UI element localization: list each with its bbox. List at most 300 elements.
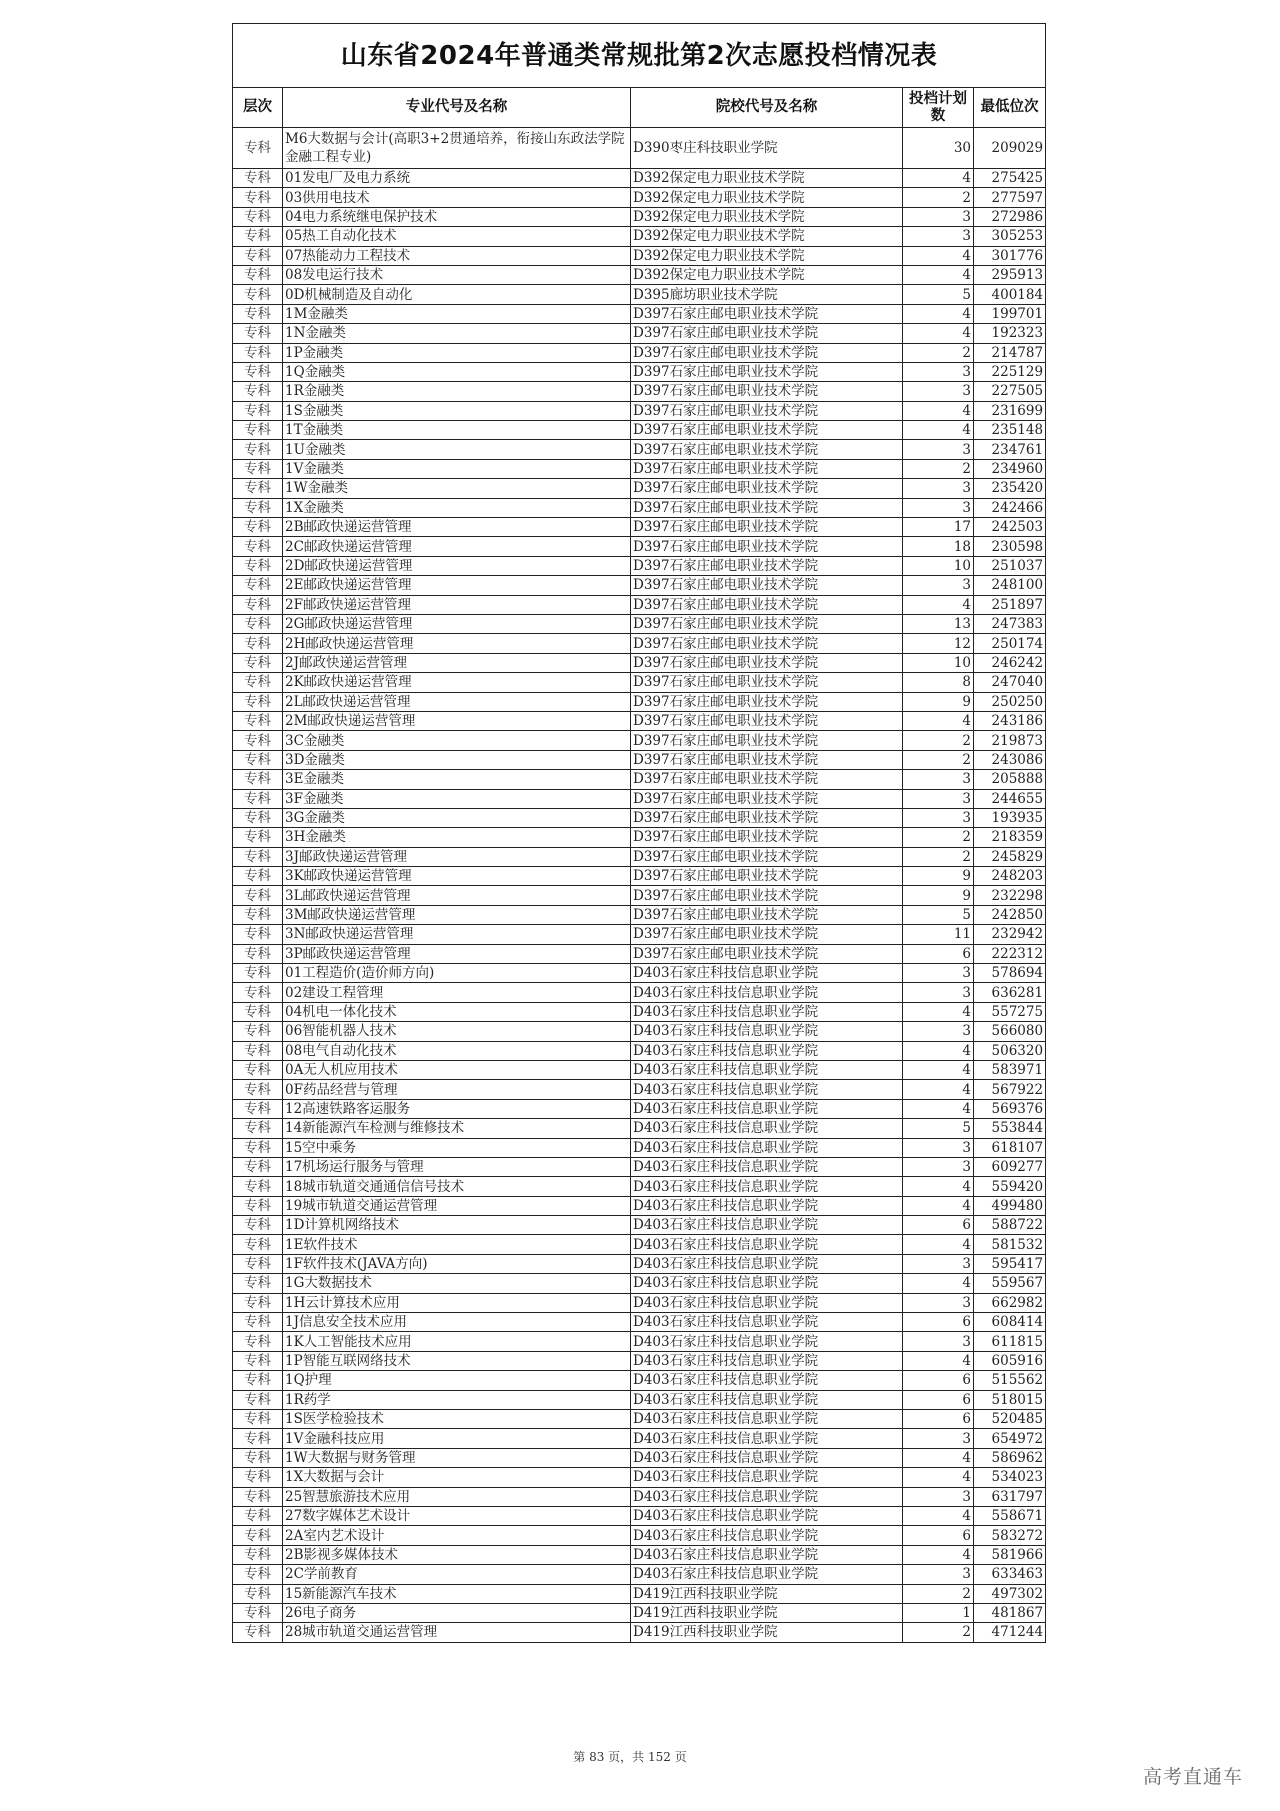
cell-major: 2B邮政快递运营管理 (283, 518, 631, 537)
cell-plan: 4 (903, 1545, 974, 1564)
cell-major: 3D金融类 (283, 750, 631, 769)
cell-school: D397石家庄邮电职业技术学院 (631, 731, 903, 750)
cell-plan: 4 (903, 1060, 974, 1079)
cell-major: 1X大数据与会计 (283, 1468, 631, 1487)
cell-level: 专科 (233, 440, 283, 459)
cell-school: D397石家庄邮电职业技术学院 (631, 847, 903, 866)
cell-school: D397石家庄邮电职业技术学院 (631, 770, 903, 789)
cell-min-rank: 567922 (974, 1080, 1046, 1099)
cell-level: 专科 (233, 711, 283, 730)
cell-major: 1S医学检验技术 (283, 1410, 631, 1429)
cell-major: 2D邮政快递运营管理 (283, 556, 631, 575)
cell-major: 14新能源汽车检测与维修技术 (283, 1119, 631, 1138)
cell-level: 专科 (233, 692, 283, 711)
table-row (233, 1177, 1046, 1196)
cell-level: 专科 (233, 750, 283, 769)
cell-level: 专科 (233, 285, 283, 304)
table-row (233, 518, 1046, 537)
cell-level: 专科 (233, 576, 283, 595)
cell-plan: 2 (903, 828, 974, 847)
cell-school: D397石家庄邮电职业技术学院 (631, 634, 903, 653)
cell-school: D403石家庄科技信息职业学院 (631, 1002, 903, 1021)
cell-min-rank: 232942 (974, 925, 1046, 944)
cell-school: D403石家庄科技信息职业学院 (631, 1448, 903, 1467)
cell-plan: 2 (903, 188, 974, 207)
cell-major: 1W大数据与财务管理 (283, 1448, 631, 1467)
cell-level: 专科 (233, 770, 283, 789)
cell-plan: 12 (903, 634, 974, 653)
cell-plan: 2 (903, 731, 974, 750)
cell-plan: 9 (903, 692, 974, 711)
table-row (233, 1351, 1046, 1370)
table-row (233, 265, 1046, 284)
table-row (233, 227, 1046, 246)
cell-level: 专科 (233, 1196, 283, 1215)
cell-major: 2M邮政快递运营管理 (283, 711, 631, 730)
cell-min-rank: 244655 (974, 789, 1046, 808)
cell-school: D397石家庄邮电职业技术学院 (631, 789, 903, 808)
cell-min-rank: 520485 (974, 1410, 1046, 1429)
cell-major: 01发电厂及电力系统 (283, 169, 631, 188)
cell-major: 1P智能互联网络技术 (283, 1351, 631, 1370)
cell-min-rank: 553844 (974, 1119, 1046, 1138)
cell-school: D403石家庄科技信息职业学院 (631, 1177, 903, 1196)
cell-school: D403石家庄科技信息职业学院 (631, 1313, 903, 1332)
cell-plan: 4 (903, 324, 974, 343)
cell-major: 1G大数据技术 (283, 1274, 631, 1293)
table-row (233, 207, 1046, 226)
cell-major: 1K人工智能技术应用 (283, 1332, 631, 1351)
cell-major: 2K邮政快递运营管理 (283, 673, 631, 692)
cell-min-rank: 654972 (974, 1429, 1046, 1448)
cell-min-rank: 471244 (974, 1623, 1046, 1642)
table-row (233, 983, 1046, 1002)
cell-plan: 2 (903, 1623, 974, 1642)
cell-plan: 9 (903, 867, 974, 886)
cell-min-rank: 251037 (974, 556, 1046, 575)
table-row (233, 1313, 1046, 1332)
cell-school: D397石家庄邮电职业技术学院 (631, 343, 903, 362)
table-row (233, 1545, 1046, 1564)
cell-min-rank: 214787 (974, 343, 1046, 362)
cell-level: 专科 (233, 1060, 283, 1079)
cell-school: D397石家庄邮电职业技术学院 (631, 711, 903, 730)
cell-major: 1U金融类 (283, 440, 631, 459)
cell-level: 专科 (233, 1623, 283, 1642)
cell-school: D397石家庄邮电职业技术学院 (631, 304, 903, 323)
cell-min-rank: 248100 (974, 576, 1046, 595)
cell-major: 3M邮政快递运营管理 (283, 905, 631, 924)
table-row (233, 828, 1046, 847)
table-row (233, 770, 1046, 789)
table-row (233, 905, 1046, 924)
cell-min-rank: 586962 (974, 1448, 1046, 1467)
cell-major: 1P金融类 (283, 343, 631, 362)
cell-level: 专科 (233, 1099, 283, 1118)
cell-plan: 4 (903, 1002, 974, 1021)
cell-plan: 6 (903, 1526, 974, 1545)
cell-level: 专科 (233, 925, 283, 944)
cell-major: 01工程造价(造价师方向) (283, 964, 631, 983)
cell-min-rank: 608414 (974, 1313, 1046, 1332)
table-row (233, 1274, 1046, 1293)
cell-plan: 3 (903, 227, 974, 246)
cell-school: D392保定电力职业技术学院 (631, 207, 903, 226)
table-body (233, 128, 1046, 1643)
cell-school: D397石家庄邮电职业技术学院 (631, 459, 903, 478)
table-row (233, 944, 1046, 963)
cell-plan: 4 (903, 304, 974, 323)
cell-min-rank: 578694 (974, 964, 1046, 983)
header-school: 院校代号及名称 (631, 88, 903, 128)
table-row (233, 1526, 1046, 1545)
header-level: 层次 (233, 88, 283, 128)
cell-plan: 5 (903, 285, 974, 304)
cell-plan: 5 (903, 905, 974, 924)
cell-school: D403石家庄科技信息职业学院 (631, 1293, 903, 1312)
cell-min-rank: 633463 (974, 1565, 1046, 1584)
cell-school: D403石家庄科技信息职业学院 (631, 1080, 903, 1099)
cell-level: 专科 (233, 1371, 283, 1390)
table-row (233, 634, 1046, 653)
cell-school: D395廊坊职业技术学院 (631, 285, 903, 304)
cell-major: 1R药学 (283, 1390, 631, 1409)
table-row (233, 1410, 1046, 1429)
cell-major: 15空中乘务 (283, 1138, 631, 1157)
cell-major: 2G邮政快递运营管理 (283, 614, 631, 633)
table-row (233, 498, 1046, 517)
cell-plan: 3 (903, 1565, 974, 1584)
cell-level: 专科 (233, 1448, 283, 1467)
cell-major: 2C邮政快递运营管理 (283, 537, 631, 556)
cell-major: 3H金融类 (283, 828, 631, 847)
cell-major: 1V金融科技应用 (283, 1429, 631, 1448)
cell-school: D403石家庄科技信息职业学院 (631, 1099, 903, 1118)
cell-min-rank: 235148 (974, 421, 1046, 440)
header-plan: 投档计划数 (903, 88, 974, 128)
cell-plan: 3 (903, 1332, 974, 1351)
cell-plan: 3 (903, 576, 974, 595)
cell-level: 专科 (233, 614, 283, 633)
cell-plan: 2 (903, 343, 974, 362)
table-row (233, 808, 1046, 827)
cell-level: 专科 (233, 1429, 283, 1448)
cell-major: 2J邮政快递运营管理 (283, 653, 631, 672)
table-row (233, 1429, 1046, 1448)
cell-level: 专科 (233, 1235, 283, 1254)
cell-min-rank: 272986 (974, 207, 1046, 226)
cell-min-rank: 231699 (974, 401, 1046, 420)
cell-school: D403石家庄科技信息职业学院 (631, 1060, 903, 1079)
table-row (233, 1002, 1046, 1021)
cell-level: 专科 (233, 1487, 283, 1506)
cell-school: D390枣庄科技职业学院 (631, 128, 903, 169)
cell-plan: 4 (903, 1080, 974, 1099)
cell-min-rank: 199701 (974, 304, 1046, 323)
cell-school: D403石家庄科技信息职业学院 (631, 1565, 903, 1584)
cell-plan: 4 (903, 1274, 974, 1293)
cell-min-rank: 251897 (974, 595, 1046, 614)
cell-major: 3P邮政快递运营管理 (283, 944, 631, 963)
cell-major: 08电气自动化技术 (283, 1041, 631, 1060)
cell-plan: 2 (903, 847, 974, 866)
cell-level: 专科 (233, 343, 283, 362)
cell-plan: 9 (903, 886, 974, 905)
cell-school: D397石家庄邮电职业技术学院 (631, 556, 903, 575)
cell-school: D397石家庄邮电职业技术学院 (631, 479, 903, 498)
cell-plan: 3 (903, 770, 974, 789)
cell-plan: 3 (903, 479, 974, 498)
cell-school: D392保定电力职业技术学院 (631, 265, 903, 284)
cell-min-rank: 230598 (974, 537, 1046, 556)
cell-level: 专科 (233, 1468, 283, 1487)
table-row (233, 188, 1046, 207)
table-row (233, 692, 1046, 711)
cell-school: D397石家庄邮电职业技术学院 (631, 537, 903, 556)
cell-min-rank: 234960 (974, 459, 1046, 478)
table-row (233, 847, 1046, 866)
table-row (233, 1022, 1046, 1041)
cell-level: 专科 (233, 828, 283, 847)
table-row (233, 1565, 1046, 1584)
cell-min-rank: 515562 (974, 1371, 1046, 1390)
cell-major: 3K邮政快递运营管理 (283, 867, 631, 886)
cell-major: 1E软件技术 (283, 1235, 631, 1254)
cell-level: 专科 (233, 1216, 283, 1235)
cell-major: M6大数据与会计(高职3+2贯通培养，衔接山东政法学院金融工程专业) (283, 128, 631, 169)
cell-level: 专科 (233, 634, 283, 653)
cell-school: D403石家庄科技信息职业学院 (631, 1216, 903, 1235)
cell-level: 专科 (233, 1351, 283, 1370)
table-row (233, 1390, 1046, 1409)
cell-plan: 4 (903, 711, 974, 730)
cell-level: 专科 (233, 1274, 283, 1293)
table-row (233, 362, 1046, 381)
cell-plan: 13 (903, 614, 974, 633)
header-row (233, 88, 1046, 128)
cell-level: 专科 (233, 1002, 283, 1021)
cell-min-rank: 242850 (974, 905, 1046, 924)
cell-school: D403石家庄科技信息职业学院 (631, 1235, 903, 1254)
table-row (233, 1487, 1046, 1506)
cell-level: 专科 (233, 1390, 283, 1409)
table-row (233, 304, 1046, 323)
cell-level: 专科 (233, 459, 283, 478)
admission-table (232, 23, 1046, 1643)
cell-major: 12高速铁路客运服务 (283, 1099, 631, 1118)
table-row (233, 401, 1046, 420)
cell-min-rank: 534023 (974, 1468, 1046, 1487)
cell-major: 1Q金融类 (283, 362, 631, 381)
cell-school: D403石家庄科技信息职业学院 (631, 1196, 903, 1215)
cell-level: 专科 (233, 1041, 283, 1060)
cell-min-rank: 225129 (974, 362, 1046, 381)
cell-level: 专科 (233, 207, 283, 226)
cell-plan: 4 (903, 1041, 974, 1060)
cell-major: 08发电运行技术 (283, 265, 631, 284)
cell-min-rank: 227505 (974, 382, 1046, 401)
cell-min-rank: 566080 (974, 1022, 1046, 1041)
cell-school: D403石家庄科技信息职业学院 (631, 1506, 903, 1525)
cell-min-rank: 242466 (974, 498, 1046, 517)
cell-plan: 4 (903, 1099, 974, 1118)
cell-level: 专科 (233, 867, 283, 886)
table-row (233, 382, 1046, 401)
cell-major: 2F邮政快递运营管理 (283, 595, 631, 614)
cell-plan: 3 (903, 382, 974, 401)
cell-plan: 3 (903, 1487, 974, 1506)
table-row (233, 537, 1046, 556)
cell-min-rank: 250250 (974, 692, 1046, 711)
cell-min-rank: 295913 (974, 265, 1046, 284)
cell-min-rank: 248203 (974, 867, 1046, 886)
table-row (233, 1138, 1046, 1157)
cell-school: D403石家庄科技信息职业学院 (631, 1041, 903, 1060)
cell-major: 3F金融类 (283, 789, 631, 808)
cell-school: D419江西科技职业学院 (631, 1603, 903, 1622)
cell-level: 专科 (233, 128, 283, 169)
cell-min-rank: 506320 (974, 1041, 1046, 1060)
cell-major: 3J邮政快递运营管理 (283, 847, 631, 866)
cell-school: D397石家庄邮电职业技术学院 (631, 614, 903, 633)
table-row (233, 711, 1046, 730)
cell-plan: 4 (903, 595, 974, 614)
table-row (233, 867, 1046, 886)
cell-major: 05热工自动化技术 (283, 227, 631, 246)
cell-school: D403石家庄科技信息职业学院 (631, 964, 903, 983)
cell-plan: 18 (903, 537, 974, 556)
cell-major: 1F软件技术(JAVA方向) (283, 1254, 631, 1273)
cell-major: 2E邮政快递运营管理 (283, 576, 631, 595)
cell-major: 04机电一体化技术 (283, 1002, 631, 1021)
cell-plan: 11 (903, 925, 974, 944)
cell-level: 专科 (233, 556, 283, 575)
cell-level: 专科 (233, 944, 283, 963)
cell-major: 1X金融类 (283, 498, 631, 517)
cell-major: 3L邮政快递运营管理 (283, 886, 631, 905)
cell-level: 专科 (233, 479, 283, 498)
cell-plan: 17 (903, 518, 974, 537)
cell-min-rank: 558671 (974, 1506, 1046, 1525)
table-row (233, 556, 1046, 575)
cell-level: 专科 (233, 1119, 283, 1138)
cell-plan: 3 (903, 440, 974, 459)
cell-school: D419江西科技职业学院 (631, 1584, 903, 1603)
cell-level: 专科 (233, 673, 283, 692)
cell-min-rank: 662982 (974, 1293, 1046, 1312)
cell-min-rank: 247040 (974, 673, 1046, 692)
cell-level: 专科 (233, 246, 283, 265)
table-row (233, 343, 1046, 362)
cell-major: 1D计算机网络技术 (283, 1216, 631, 1235)
cell-min-rank: 559567 (974, 1274, 1046, 1293)
cell-plan: 3 (903, 1138, 974, 1157)
cell-min-rank: 305253 (974, 227, 1046, 246)
table-row (233, 440, 1046, 459)
cell-school: D397石家庄邮电职业技术学院 (631, 518, 903, 537)
cell-plan: 3 (903, 207, 974, 226)
cell-major: 2C学前教育 (283, 1565, 631, 1584)
cell-plan: 4 (903, 421, 974, 440)
cell-min-rank: 581532 (974, 1235, 1046, 1254)
cell-level: 专科 (233, 382, 283, 401)
cell-level: 专科 (233, 1565, 283, 1584)
cell-major: 27数字媒体艺术设计 (283, 1506, 631, 1525)
cell-level: 专科 (233, 304, 283, 323)
cell-level: 专科 (233, 1506, 283, 1525)
cell-min-rank: 234761 (974, 440, 1046, 459)
cell-level: 专科 (233, 1157, 283, 1176)
cell-major: 03供用电技术 (283, 188, 631, 207)
table-row (233, 421, 1046, 440)
cell-min-rank: 583272 (974, 1526, 1046, 1545)
cell-major: 2A室内艺术设计 (283, 1526, 631, 1545)
cell-major: 3N邮政快递运营管理 (283, 925, 631, 944)
cell-major: 19城市轨道交通运营管理 (283, 1196, 631, 1215)
cell-major: 06智能机器人技术 (283, 1022, 631, 1041)
cell-plan: 4 (903, 1506, 974, 1525)
cell-plan: 3 (903, 362, 974, 381)
cell-min-rank: 636281 (974, 983, 1046, 1002)
cell-level: 专科 (233, 1603, 283, 1622)
table-row (233, 1293, 1046, 1312)
cell-level: 专科 (233, 1293, 283, 1312)
cell-plan: 4 (903, 246, 974, 265)
cell-school: D397石家庄邮电职业技术学院 (631, 401, 903, 420)
cell-major: 0F药品经营与管理 (283, 1080, 631, 1099)
table-row (233, 886, 1046, 905)
cell-level: 专科 (233, 731, 283, 750)
cell-major: 25智慧旅游技术应用 (283, 1487, 631, 1506)
cell-plan: 4 (903, 1448, 974, 1467)
cell-level: 专科 (233, 595, 283, 614)
cell-major: 18城市轨道交通通信信号技术 (283, 1177, 631, 1196)
cell-school: D403石家庄科技信息职业学院 (631, 1487, 903, 1506)
cell-plan: 6 (903, 1313, 974, 1332)
cell-min-rank: 569376 (974, 1099, 1046, 1118)
cell-plan: 3 (903, 1293, 974, 1312)
cell-min-rank: 250174 (974, 634, 1046, 653)
cell-min-rank: 209029 (974, 128, 1046, 169)
cell-plan: 3 (903, 1254, 974, 1273)
cell-level: 专科 (233, 362, 283, 381)
cell-plan: 3 (903, 498, 974, 517)
cell-level: 专科 (233, 653, 283, 672)
cell-school: D397石家庄邮电职业技术学院 (631, 324, 903, 343)
cell-level: 专科 (233, 1584, 283, 1603)
cell-min-rank: 232298 (974, 886, 1046, 905)
cell-plan: 4 (903, 1177, 974, 1196)
table-title: 山东省2024年普通类常规批第2次志愿投档情况表 (233, 24, 1046, 88)
cell-plan: 4 (903, 265, 974, 284)
cell-major: 28城市轨道交通运营管理 (283, 1623, 631, 1642)
cell-min-rank: 400184 (974, 285, 1046, 304)
cell-level: 专科 (233, 537, 283, 556)
cell-school: D397石家庄邮电职业技术学院 (631, 576, 903, 595)
cell-plan: 10 (903, 556, 974, 575)
table-row (233, 731, 1046, 750)
table-row (233, 479, 1046, 498)
cell-min-rank: 205888 (974, 770, 1046, 789)
cell-plan: 8 (903, 673, 974, 692)
cell-school: D403石家庄科技信息职业学院 (631, 1138, 903, 1157)
cell-major: 2L邮政快递运营管理 (283, 692, 631, 711)
cell-school: D403石家庄科技信息职业学院 (631, 1410, 903, 1429)
cell-level: 专科 (233, 1410, 283, 1429)
table-row (233, 964, 1046, 983)
cell-level: 专科 (233, 169, 283, 188)
table-row (233, 1119, 1046, 1138)
